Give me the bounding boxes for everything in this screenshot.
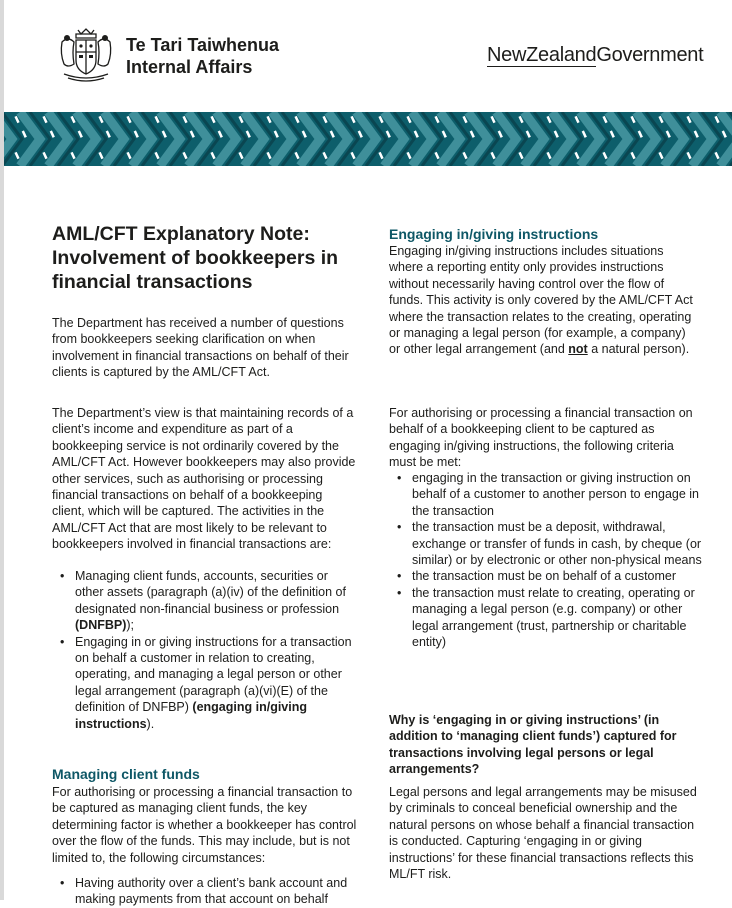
- engaging-text-end: a natural person).: [587, 342, 690, 357]
- list-item: • the transaction must be a deposit, withdrawal, exchange or transfer of funds in cash, by cheque (or similar) or by electronic or other non-physical means: [389, 519, 705, 568]
- managing-client-funds-paragraph: For authorising or processing a financial transaction to be captured as managing client funds, the key determining factor is whether a bookkeeper has control over the flow of the funds. This may include, but is not limited to, the following circumstances:: [52, 785, 357, 865]
- list-item-text: Managing client funds, accounts, securities or other assets (paragraph (a)(iv) of the definition of designated non-financial business or profession: [75, 569, 346, 616]
- list-item-end: ).: [146, 716, 155, 731]
- emphasis-not: not: [568, 342, 588, 357]
- heading-why-engaging: Why is ‘engaging in or giving instructions’ (in addition to ‘managing client funds’) captured for transactions involving legal persons or legal arrangements?: [389, 713, 677, 777]
- list-item-text: Engaging in or giving instructions for a transaction on behalf a customer in relation to creating, operating, and managing a legal person or other legal arrangement (paragraph (a)(vi)(E) of the definition of DNFBP): [75, 634, 352, 715]
- organisation-name: [126, 34, 279, 78]
- list-item: • Having authority over a client’s bank account and making payments from that account on behalf: [52, 875, 357, 908]
- circumstances-list: [52, 875, 357, 908]
- list-item: [52, 568, 357, 634]
- govt-word-zealand: Zealand: [526, 44, 597, 66]
- coat-of-arms-logo: [54, 22, 118, 86]
- woven-pattern: [4, 112, 732, 166]
- list-item-end: );: [126, 618, 135, 633]
- decorative-pattern-band: [4, 112, 732, 166]
- criteria-paragraph: For authorising or processing a financial transaction on behalf of a bookkeeping client to be captured as engaging in/giving instructions, the following criteria must be met:: [389, 406, 693, 470]
- activities-list: [52, 568, 357, 732]
- list-item: • engaging in the transaction or giving instruction on behalf of a customer to another person to engage in the transaction: [389, 470, 705, 519]
- heading-managing-client-funds: Managing client funds: [52, 766, 200, 782]
- list-item: • the transaction must relate to creating, operating or managing a legal person (e.g. company) or other legal arrangement (trust, partnership or charitable entity): [389, 585, 705, 651]
- heading-engaging-instructions: Engaging in/giving instructions: [389, 226, 599, 242]
- list-item: • the transaction must be on behalf of a customer: [389, 568, 705, 584]
- document-header: [0, 0, 732, 110]
- govt-word-new: New: [487, 44, 527, 66]
- org-name-maori: Te Tari Taiwhenua: [126, 35, 280, 55]
- criteria-list: [389, 470, 705, 650]
- title-line-2: Involvement of bookkeepers in: [52, 247, 339, 269]
- engaging-text: Engaging in/giving instructions includes situations where a reporting entity only provides instructions without necessarily having control over the flow of funds. This activity is only covered by the AML/CFT Act where the transaction relates to the creating, operating or managing a legal person (for example, a company) or other legal arrangement (and: [389, 244, 693, 357]
- title-line-3: financial transactions: [52, 271, 253, 293]
- org-name-english: Internal Affairs: [126, 57, 253, 77]
- intro-paragraph: The Department has received a number of questions from bookkeepers seeking clarification on when involvement in financial transactions on behalf of their clients is captured by the AML/CFT Act.: [52, 316, 349, 380]
- list-item-bold: (engaging in/giving instructions: [75, 700, 307, 731]
- engaging-paragraph: [389, 243, 699, 358]
- department-view-paragraph: The Department’s view is that maintaining records of a client’s income and expenditure as part of a bookkeeping service is not ordinarily covered by the AML/CFT Act. However bookkeepers may also provide other services, such as authorising or processing financial transactions on behalf of a bookkeeping client, which will be captured. The activities in the AML/CFT Act that are most likely to be relevant to bookkeepers involved in financial transactions are:: [52, 406, 356, 552]
- document-title: [52, 222, 372, 294]
- nz-government-logo: [487, 44, 703, 67]
- title-line-1: AML/CFT Explanatory Note:: [52, 223, 310, 245]
- why-paragraph: Legal persons and legal arrangements may be misused by criminals to conceal beneficial ownership and the natural persons on whose behalf a financial transaction is conducted. Capturing ‘engaging in or giving instructions’ for these financial transactions reflects this ML/FT risk.: [389, 785, 697, 882]
- list-item-bold: (DNFBP): [75, 618, 127, 633]
- list-item: [52, 634, 357, 732]
- govt-word-government: Government: [596, 44, 704, 66]
